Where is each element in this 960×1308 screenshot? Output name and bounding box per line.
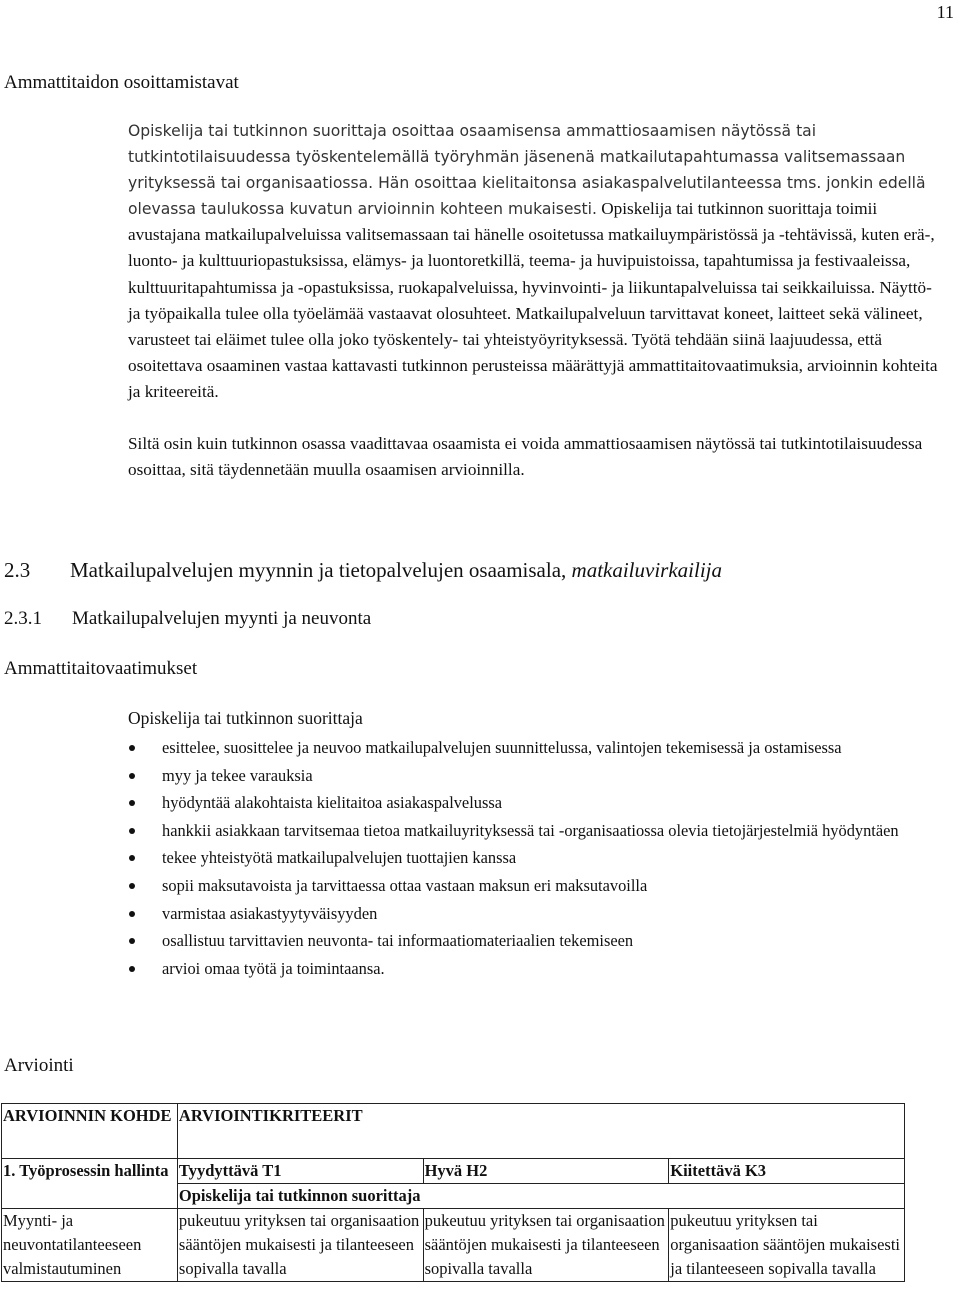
table-header-criteria: ARVIOINTIKRITEERIT: [177, 1104, 904, 1159]
list-item: tekee yhteistyötä matkailupalvelujen tuottajien kanssa: [128, 846, 918, 870]
assessment-table: [1, 1103, 905, 1282]
level-h2: Hyvä H2: [423, 1159, 669, 1184]
list-item: hankkii asiakkaan tarvitsemaa tietoa matkailuyrityksessä tai -organisaatiossa olevia tietojärjestelmiä hyödyntäen: [128, 819, 918, 843]
assessment-heading: Arviointi: [4, 1055, 74, 1076]
section-heading: Ammattitaidon osoittamistavat: [4, 72, 239, 93]
list-item: hyödyntää alakohtaista kielitaitoa asiakaspalvelussa: [128, 791, 918, 815]
demonstration-paragraph-2: Siltä osin kuin tutkinnon osassa vaadittavaa osaamista ei voida ammattiosaamisen näytössä tai tutkintotilaisuudessa osoittaa, sitä täydennetään muulla osaamisen arvioinnilla.: [128, 434, 923, 480]
table-row-group: 1. Työprosessin hallinta: [2, 1159, 178, 1209]
list-item: varmistaa asiakastyytyväisyyden: [128, 902, 918, 926]
demonstration-paragraph-1: [128, 118, 940, 405]
heading-2-3-italic: matkailuvirkailija: [571, 558, 723, 582]
page-number: 11: [936, 2, 954, 22]
list-item: sopii maksutavoista ja tarvittaessa ottaa vastaan maksun eri maksutavoilla: [128, 874, 918, 898]
table-cell-h2: pukeutuu yrityksen tai organisaation sääntöjen mukaisesti ja tilanteeseen sopivalla tavalla: [423, 1209, 669, 1282]
heading-2-3-1: [4, 608, 371, 630]
table-cell-t1: pukeutuu yrityksen tai organisaation sääntöjen mukaisesti ja tilanteeseen sopivalla tavalla: [177, 1209, 423, 1282]
heading-2-3-number: 2.3: [4, 558, 31, 582]
requirements-heading: Ammattitaitovaatimukset: [4, 658, 198, 679]
demonstration-paragraph-1-sans: Opiskelija tai tutkinnon suorittaja osoittaa osaamisensa ammattiosaamisen näytössä tai tutkintotilaisuudessa työskentelemällä työryhmän jäsenenä matkailutapahtumassa valitsemassaan yrityksessä tai organisaatiossa. Hän osoittaa kielitaitonsa asiakaspalvelutilanteessa tms. jonkin edellä olevassa taulukossa kuvatun arvioinnin kohteen mukaisesti.: [128, 122, 926, 219]
table-header-target: ARVIOINNIN KOHDE: [2, 1104, 178, 1159]
heading-2-3-1-text: Matkailupalvelujen myynti ja neuvonta: [72, 608, 372, 629]
heading-2-3-1-number: 2.3.1: [4, 608, 42, 629]
list-item: esittelee, suosittelee ja neuvoo matkailupalvelujen suunnittelussa, valintojen tekemisessä ja ostamisessa: [128, 736, 918, 760]
table-row: [2, 1209, 905, 1282]
table-subject: Opiskelija tai tutkinnon suorittaja: [177, 1184, 904, 1209]
table-row-target: Myynti- ja neuvontatilanteeseen valmistautuminen: [2, 1209, 178, 1282]
heading-2-3-text: Matkailupalvelujen myynnin ja tietopalvelujen osaamisala,: [70, 558, 572, 582]
heading-2-3: [4, 558, 722, 583]
list-item: osallistuu tarvittavien neuvonta- tai informaatiomateriaalien tekemiseen: [128, 929, 918, 953]
list-item: myy ja tekee varauksia: [128, 764, 918, 788]
table-cell-k3: pukeutuu yrityksen tai organisaation sääntöjen mukaisesti ja tilanteeseen sopivalla tavalla: [669, 1209, 905, 1282]
table-header-row: [2, 1104, 905, 1159]
demonstration-text: [128, 118, 940, 483]
level-t1: Tyydyttävä T1: [177, 1159, 423, 1184]
list-item: arvioi omaa työtä ja toimintaansa.: [128, 957, 918, 981]
level-k3: Kiitettävä K3: [669, 1159, 905, 1184]
requirements-list: [128, 736, 918, 984]
demonstration-paragraph-1-serif: Opiskelija tai tutkinnon suorittaja toimii avustajana matkailupalveluissa valitsemassaan tai hänelle osoitetussa matkailuympäristössä ja -tehtävissä, kuten erä-, luonto- ja kulttuuriopastuksissa, elämys- ja luontoretkillä, teema- ja huvipuistoissa, tapahtumissa ja festivaaleissa, kulttuuritapahtumissa ja -opastuksissa, ruokapalveluissa, hyvinvointi- ja liikuntapalveluissa tai seikkailuissa. Näyttö- ja työpaikalla tulee olla työelämää vastaavat olosuhteet. Matkailupalveluun tarvittavat koneet, laitteet sekä välineet, varusteet tai eläimet tulee olla joko työskentely- tai yhteistyöyrityksessä. Työtä tehdään siinä laajuudessa, että osoitettava osaaminen vastaa kattavasti tutkinnon perusteissa määrättyjä ammattitaitovaatimuksia, arvioinnin kohteita ja kriteereitä.: [128, 199, 938, 401]
table-levels-row: [2, 1159, 905, 1184]
requirements-intro: Opiskelija tai tutkinnon suorittaja: [128, 708, 363, 728]
